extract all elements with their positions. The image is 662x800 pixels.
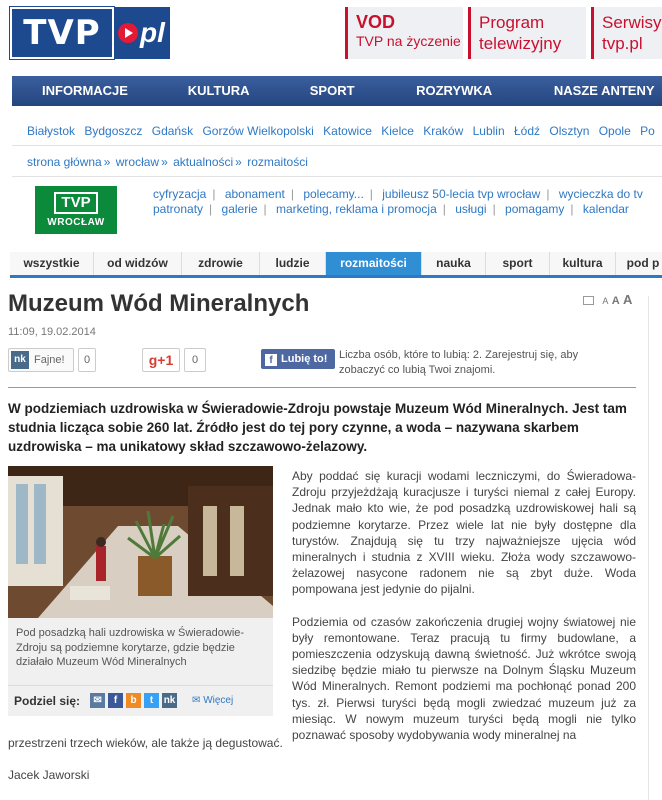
reg-link-jubileusz[interactable]: jubileusz 50-lecia tvp wrocław xyxy=(382,187,541,201)
fb-like-text: Liczba osób, które to lubią: 2. Zarejestruj się, aby zobaczyć co lubią Twoi znajomi. xyxy=(339,349,579,376)
divider xyxy=(12,145,662,146)
site-header xyxy=(0,0,662,66)
reg-link-marketing[interactable]: marketing, reklama i promocja xyxy=(276,202,437,216)
blip-icon[interactable]: b xyxy=(126,693,141,708)
facebook-icon: f xyxy=(265,354,277,366)
twitter-icon[interactable]: t xyxy=(144,693,159,708)
regional-links-row2: patronaty | galerie | marketing, reklama i promocja | usługi | pomagamy | kalendar xyxy=(153,202,629,216)
city-link[interactable]: Białystok xyxy=(27,124,76,138)
reg-link-cyfryzacja[interactable]: cyfryzacja xyxy=(153,187,207,201)
tab-ludzie[interactable]: ludzie xyxy=(260,252,326,275)
city-link[interactable]: Łódź xyxy=(513,124,541,138)
nav-rozrywka[interactable]: ROZRYWKA xyxy=(416,83,493,98)
article-date: 11:09, 19.02.2014 xyxy=(8,326,96,338)
email-icon[interactable]: ✉ xyxy=(90,693,105,708)
play-icon xyxy=(118,23,138,43)
breadcrumb-aktualnosci[interactable]: aktualności xyxy=(173,155,234,169)
article-author: Jacek Jaworski xyxy=(8,768,90,782)
tab-wszystkie[interactable]: wszystkie xyxy=(10,252,94,275)
breadcrumb-home[interactable]: strona główna xyxy=(27,155,102,169)
city-link[interactable]: Bydgoszcz xyxy=(84,124,143,138)
print-icon[interactable] xyxy=(583,296,594,305)
divider xyxy=(8,387,636,388)
divider xyxy=(12,176,662,177)
social-buttons xyxy=(8,348,648,376)
nk-count: 0 xyxy=(78,348,96,372)
main-nav xyxy=(12,76,662,106)
photo-caption: Pod posadzką hali uzdrowiska w Świeradowie-Zdroju są podziemne korytarze, gdzie będzie działało Muzeum Wód Mineralnych xyxy=(16,627,245,668)
font-large-button[interactable]: A xyxy=(623,292,633,307)
city-link[interactable]: Olsztyn xyxy=(549,124,590,138)
city-link[interactable]: Gorzów Wielkopolski xyxy=(202,124,314,138)
photo-box xyxy=(8,466,273,716)
reg-link-abonament[interactable]: abonament xyxy=(224,187,285,201)
promo-vod[interactable]: VOD TVP na życzenie xyxy=(345,7,463,59)
breadcrumb-rozmaitosci[interactable]: rozmaitości xyxy=(247,155,308,169)
share-bar xyxy=(8,685,273,715)
reg-link-pomagamy[interactable]: pomagamy xyxy=(505,202,565,216)
breadcrumb-wroclaw[interactable]: wrocław xyxy=(115,155,160,169)
reg-link-polecamy[interactable]: polecamy... xyxy=(303,187,364,201)
font-medium-button[interactable]: A xyxy=(611,295,620,307)
facebook-icon[interactable]: f xyxy=(108,693,123,708)
tvp-logo[interactable] xyxy=(10,7,168,59)
city-link[interactable]: Opole xyxy=(598,124,631,138)
city-link[interactable]: Po xyxy=(640,124,655,138)
article-photo[interactable] xyxy=(8,466,273,618)
tab-kultura[interactable]: kultura xyxy=(550,252,616,275)
city-list xyxy=(27,124,661,138)
article-paragraph: Podziemia od czasów zakończenia drugiej wojny światowej nie były remontowane. Teraz pracują tu firmy budowlane, a pomieszczenia odzyskują dawną świetność. Już wkrótce swoją siedzibę będzie miało tu pierwsze na Dolnym Śląsku Muzeum Wód Mineralnych. Remont podziemi ma pochłonąć ponad 200 tys. zł. Pierwsi turyści będą mogli zwiedzać muzeum już za miesiąc. W nowym muzeum turyści będą mogli nie tylko poznawać sposoby wydobywania wody mineralnej na xyxy=(292,614,636,743)
promo-program[interactable]: Program telewizyjny xyxy=(468,7,586,59)
share-more-link[interactable]: ✉ Więcej xyxy=(192,695,234,706)
article-title: Muzeum Wód Mineralnych xyxy=(8,290,310,317)
tab-od-widzow[interactable]: od widzów xyxy=(94,252,182,275)
fb-like-button[interactable]: f Lubię to! xyxy=(261,349,335,369)
column-divider xyxy=(648,296,649,800)
city-link[interactable]: Katowice xyxy=(323,124,372,138)
article-lead: W podziemiach uzdrowiska w Świeradowie-Zdroju powstaje Muzeum Wód Mineralnych. Jest tam studnia licząca sobie 260 lat. Źródło jest do tej pory czynne, a woda – nazywana skarbem uzdrowiska – ma unikatowy skład szczawowo-żelazowy. xyxy=(8,401,627,454)
nk-icon: nk xyxy=(11,351,29,369)
tab-rozmaitosci[interactable]: rozmaitości xyxy=(326,252,422,275)
logo-tvp-text: TVP xyxy=(23,13,101,53)
reg-link-patronaty[interactable]: patronaty xyxy=(153,202,204,216)
category-tabs xyxy=(10,252,662,278)
logo-pl-text: pl xyxy=(140,17,165,48)
breadcrumb: strona główna » wrocław » aktualności » rozmaitości xyxy=(27,155,308,169)
city-link[interactable]: Kraków xyxy=(423,124,464,138)
nav-kultura[interactable]: KULTURA xyxy=(187,83,250,98)
tab-pod-p[interactable]: pod p xyxy=(626,256,660,270)
reg-link-wycieczka[interactable]: wycieczka do tv xyxy=(558,187,643,201)
gplus-button[interactable]: g+1 xyxy=(142,348,180,372)
nav-nasze-anteny[interactable]: NASZE ANTENY xyxy=(553,83,655,98)
city-link[interactable]: Lublin xyxy=(472,124,505,138)
share-label: Podziel się: xyxy=(14,693,81,708)
font-small-button[interactable]: A xyxy=(602,296,609,306)
article-tools xyxy=(583,292,632,307)
nk-like-button[interactable]: nk Fajne! xyxy=(8,348,74,372)
article-paragraph: Aby poddać się kuracji wodami leczniczymi, do Świeradowa-Zdroju przyjeżdżają kuracjusze i turyści niemal z całej Europy. Jednak mało kto wie, że pod posadzką uzdrowiskowej hali są podziemne korytarze. Przez wiele lat nie były dostępne dla turystów. Znajdują się tu trzy najważniejsze ujęcia wód mineralnych i studnia z XVIII wieku. Złoża wody szczawowo-żelazowej nasycone radonem nie są zbyt duże. Woda pompowana jest jedynie do pijalni. xyxy=(292,469,636,597)
reg-link-kalendarz[interactable]: kalendar xyxy=(582,202,629,216)
article-paragraph-tail: przestrzeni trzech wieków, ale także ją degustować. xyxy=(8,736,283,750)
tab-sport[interactable]: sport xyxy=(486,252,550,275)
city-link[interactable]: Kielce xyxy=(381,124,414,138)
article-body xyxy=(292,468,636,759)
regional-links-row1: cyfryzacja | abonament | polecamy... | jubileusz 50-lecia tvp wrocław | wycieczka do tv xyxy=(153,187,643,201)
city-link[interactable]: Gdańsk xyxy=(151,124,194,138)
nk-icon[interactable]: nk xyxy=(163,695,176,706)
tvp-wroclaw-logo[interactable]: TVP WROCŁAW xyxy=(35,186,117,234)
nav-informacje[interactable]: INFORMACJE xyxy=(42,83,128,98)
nav-sport[interactable]: SPORT xyxy=(309,83,355,98)
reg-link-galerie[interactable]: galerie xyxy=(221,202,258,216)
gplus-count: 0 xyxy=(184,348,206,372)
promo-serwisy[interactable]: Serwisy tvp.pl xyxy=(591,7,662,59)
reg-link-uslugi[interactable]: usługi xyxy=(455,202,487,216)
tab-zdrowie[interactable]: zdrowie xyxy=(182,252,260,275)
tab-nauka[interactable]: nauka xyxy=(422,252,486,275)
